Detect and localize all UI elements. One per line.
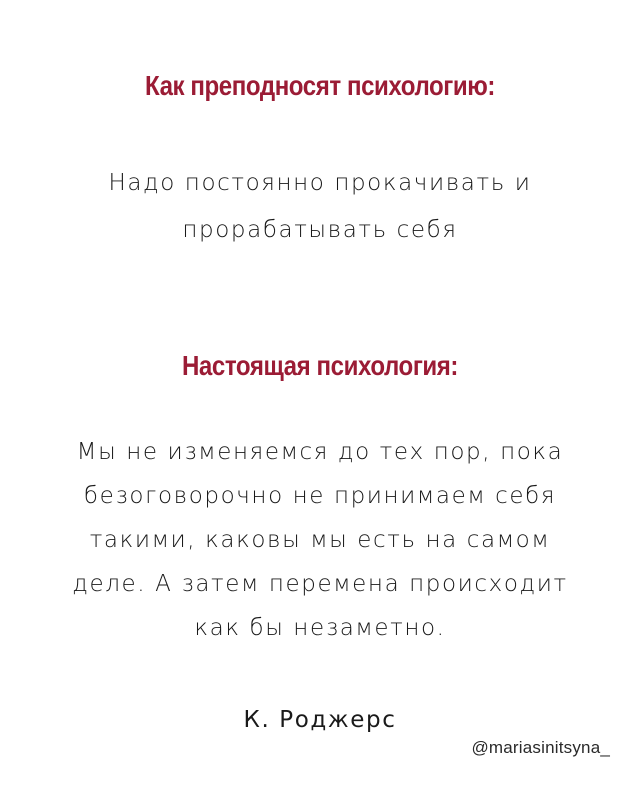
text-line: Надо постоянно прокачивать и bbox=[108, 170, 532, 196]
section-1-heading: Как преподносят психологию: bbox=[145, 70, 495, 101]
quote-line: как бы незаметно. bbox=[194, 615, 446, 641]
quote-text bbox=[40, 430, 600, 650]
section-1-text bbox=[40, 160, 600, 254]
quote-author: К. Роджерс bbox=[243, 707, 397, 733]
section-2-heading: Настоящая психология: bbox=[181, 350, 459, 381]
text-line: прорабатывать себя bbox=[182, 217, 458, 243]
quote-line: Мы не изменяемся до тех пор, пока bbox=[76, 439, 564, 465]
quote-line: такими, каковы мы есть на самом bbox=[89, 527, 551, 553]
quote-line: безоговорочно не принимаем себя bbox=[83, 483, 557, 509]
quote-line: деле. А затем перемена происходит bbox=[72, 571, 568, 597]
author-handle: @mariasinitsyna_ bbox=[471, 738, 610, 757]
